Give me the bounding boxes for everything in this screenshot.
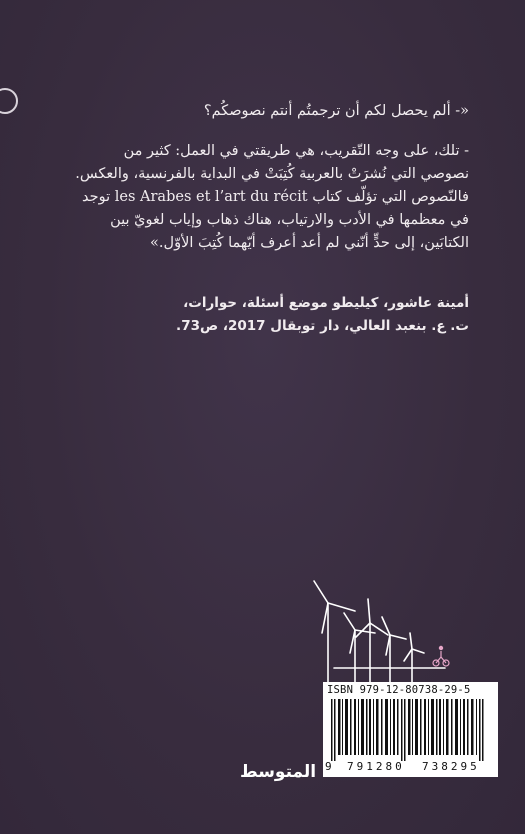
answer-line: نصوصي التي نُشرَتْ بالعربية كُتِبَتْ في البداية بالفرنسية، والعكس. — [75, 166, 469, 182]
isbn-barcode — [323, 682, 498, 777]
answer-line: الكتابَين، إلى حدٍّ أنّني لم أعد أعرف أيّهما كُتِبَ الأوّل.» — [150, 235, 469, 251]
cyclist-icon — [433, 646, 449, 666]
isbn-label: ISBN 979-12-80738-29-5 — [327, 684, 471, 696]
citation — [49, 292, 469, 338]
answer-line: - تلك، على وجه التّقريب، هي طريقتي في العمل: كثير من — [123, 143, 469, 159]
publisher-logo: المتوسط — [240, 762, 317, 782]
answer-line: في معظمها في الأدب والارتياب، هناك ذهاب وإياب لغويّ بين — [110, 212, 469, 228]
barcode-digit-first: 9 — [325, 760, 332, 773]
barcode-graphic — [331, 699, 491, 761]
barcode-digits-left: 791280 — [347, 760, 405, 773]
wind-turbines-illustration — [300, 575, 460, 685]
citation-line: ت. ع. بنعبد العالي، دار توبقال 2017، ص73. — [176, 318, 469, 334]
ring-icon — [0, 88, 18, 114]
interview-question — [54, 100, 469, 123]
question-line: «- ألم يحصل لكم أن ترجمتُم أنتم نصوصكُم؟ — [203, 103, 469, 119]
interview-answer — [54, 140, 469, 255]
citation-line: أمينة عاشور، كيليطو موضع أسئلة، حوارات، — [183, 295, 469, 311]
barcode-digits-right: 738295 — [422, 760, 480, 773]
answer-line: فالنّصوص التي تؤلّف كتاب les Arabes et l’art du récit توجد — [82, 189, 469, 205]
